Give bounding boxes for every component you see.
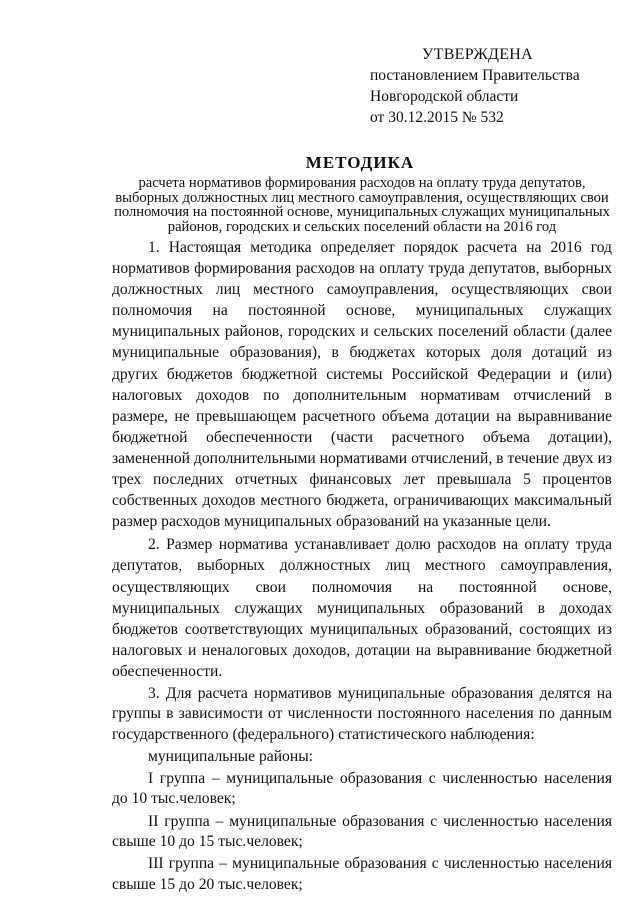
approval-stamp [370,44,580,128]
paragraph: 2. Размер норматива устанавливает долю расходов на оплату труда депутатов, выборных должностных лиц местного самоуправления, осуществляющих свои полномочия на постоянной основе, муниципальных служащих муниципальных образований в доходах бюджетов соответствующих муниципальных образований, состоящих из налоговых и неналоговых доходов, дотации на выравнивание бюджетной обеспеченности. [112,536,612,680]
paragraph: 3. Для расчета нормативов муниципальные образования делятся на группы в зависимости от численности постоянного населения по данным государственного (федерального) статистического наблюдения: [112,684,612,743]
paragraph: I группа – муниципальные образования с численностью населения до 10 тыс.человек; [112,770,612,808]
document-title: МЕТОДИКА [305,153,415,172]
approval-date-line: от 30.12.2015 № 532 [370,109,504,126]
document-subtitle: расчета нормативов формирования расходов на оплату труда депутатов, выборных должностных лиц местного самоуправления, осуществляющих свои полномочия на постоянной основе, муниципальных служащих муниципальных районов, городских и сельских поселений области на 2016 год [114,175,610,235]
paragraph: 1. Настоящая методика определяет порядок расчета на 2016 год нормативов формирования расходов на оплату труда депутатов, выборных должностных лиц местного самоуправления, осуществляющих свои полномочия на постоянной основе, муниципальных служащих муниципальных районов, городских и сельских поселений области (далее муниципальные образования), в бюджетах которых доля дотаций из других бюджетов бюджетной системы Российской Федерации и (или) налоговых доходов по дополнительным нормативам отчислений в размере, не превышающем расчетного объема дотации на выравнивание бюджетной обеспеченности (части расчетного объема дотации), замененной дополнительными нормативами отчислений, в течение двух из трех последних отчетных финансовых лет превышала 5 процентов собственных доходов местного бюджета, ограничивающих максимальный размер расходов муниципальных образований на указанные цели. [112,239,612,531]
approval-heading: УТВЕРЖДЕНА [422,46,534,63]
document-body [112,237,612,897]
approval-line: Новгородской области [370,88,519,105]
paragraph: муниципальные районы: [148,747,313,765]
paragraph: III группа – муниципальные образования с численностью населения свыше 15 до 20 тыс.человек; [112,855,612,893]
approval-line: постановлением Правительства [370,67,580,84]
paragraph: II группа – муниципальные образования с численностью населения свыше 10 до 15 тыс.человек; [112,812,612,851]
